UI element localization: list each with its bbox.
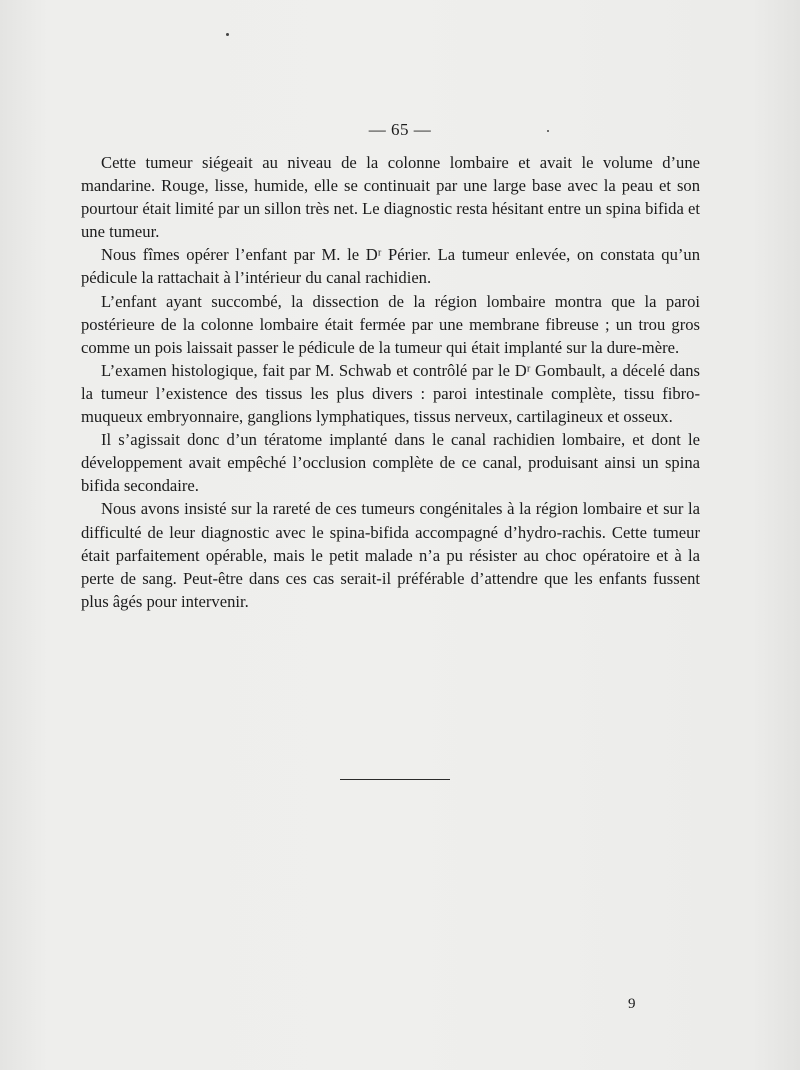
- paragraph-3: L’enfant ayant succombé, la dissection de la région lombaire montra que la paroi postérieure de la colonne lombaire était fermée par une membrane fibreuse ; un trou gros comme un pois laissait passer le pédicule de la tumeur qui était implanté sur la dure-mère.: [81, 291, 700, 357]
- ink-speck: [226, 33, 229, 36]
- paragraph-2: Nous fîmes opérer l’enfant par M. le Dʳ Périer. La tumeur enlevée, on constata qu’un pédicule la rattachait à l’intérieur du canal rachidien.: [81, 245, 700, 288]
- page-number: — 65 —: [368, 120, 432, 139]
- section-divider: [340, 779, 450, 780]
- signature-mark: 9: [628, 996, 636, 1012]
- paragraph-6: Nous avons insisté sur la rareté de ces tumeurs congénitales à la région lombaire et sur la difficulté de leur diagnostic avec le spina-bifida accompagné d’hydro-rachis. Cette tumeur était parfaitement opérable, mais le petit malade n’a pu résister au choc opératoire et à la perte de sang. Peut-être dans ces cas serait-il préférable d’attendre que les enfants fussent plus âgés pour intervenir.: [81, 499, 700, 611]
- paragraph-5: Il s’agissait donc d’un tératome implanté dans le canal rachidien lombaire, et dont le développement avait empêché l’occlusion complète de ce canal, produisant ainsi un spina bifida secondaire.: [81, 430, 700, 496]
- paragraph-4: L’examen histologique, fait par M. Schwab et contrôlé par le Dʳ Gombault, a décelé dans la tumeur l’existence des tissus les plus divers : paroi intestinale complète, tissu fibro-muqueux embryonnaire, ganglions lymphatiques, tissus nerveux, cartilagineux et osseux.: [81, 360, 700, 427]
- paragraph-1: Cette tumeur siégeait au niveau de la colonne lombaire et avait le volume d’une mandarine. Rouge, lisse, humide, elle se continuait par une large base avec la peau et son pourtour était limité par un sillon très net. Le diagnostic resta hésitant entre un spina bifida et une tumeur.: [81, 153, 700, 242]
- body-text: [81, 151, 700, 613]
